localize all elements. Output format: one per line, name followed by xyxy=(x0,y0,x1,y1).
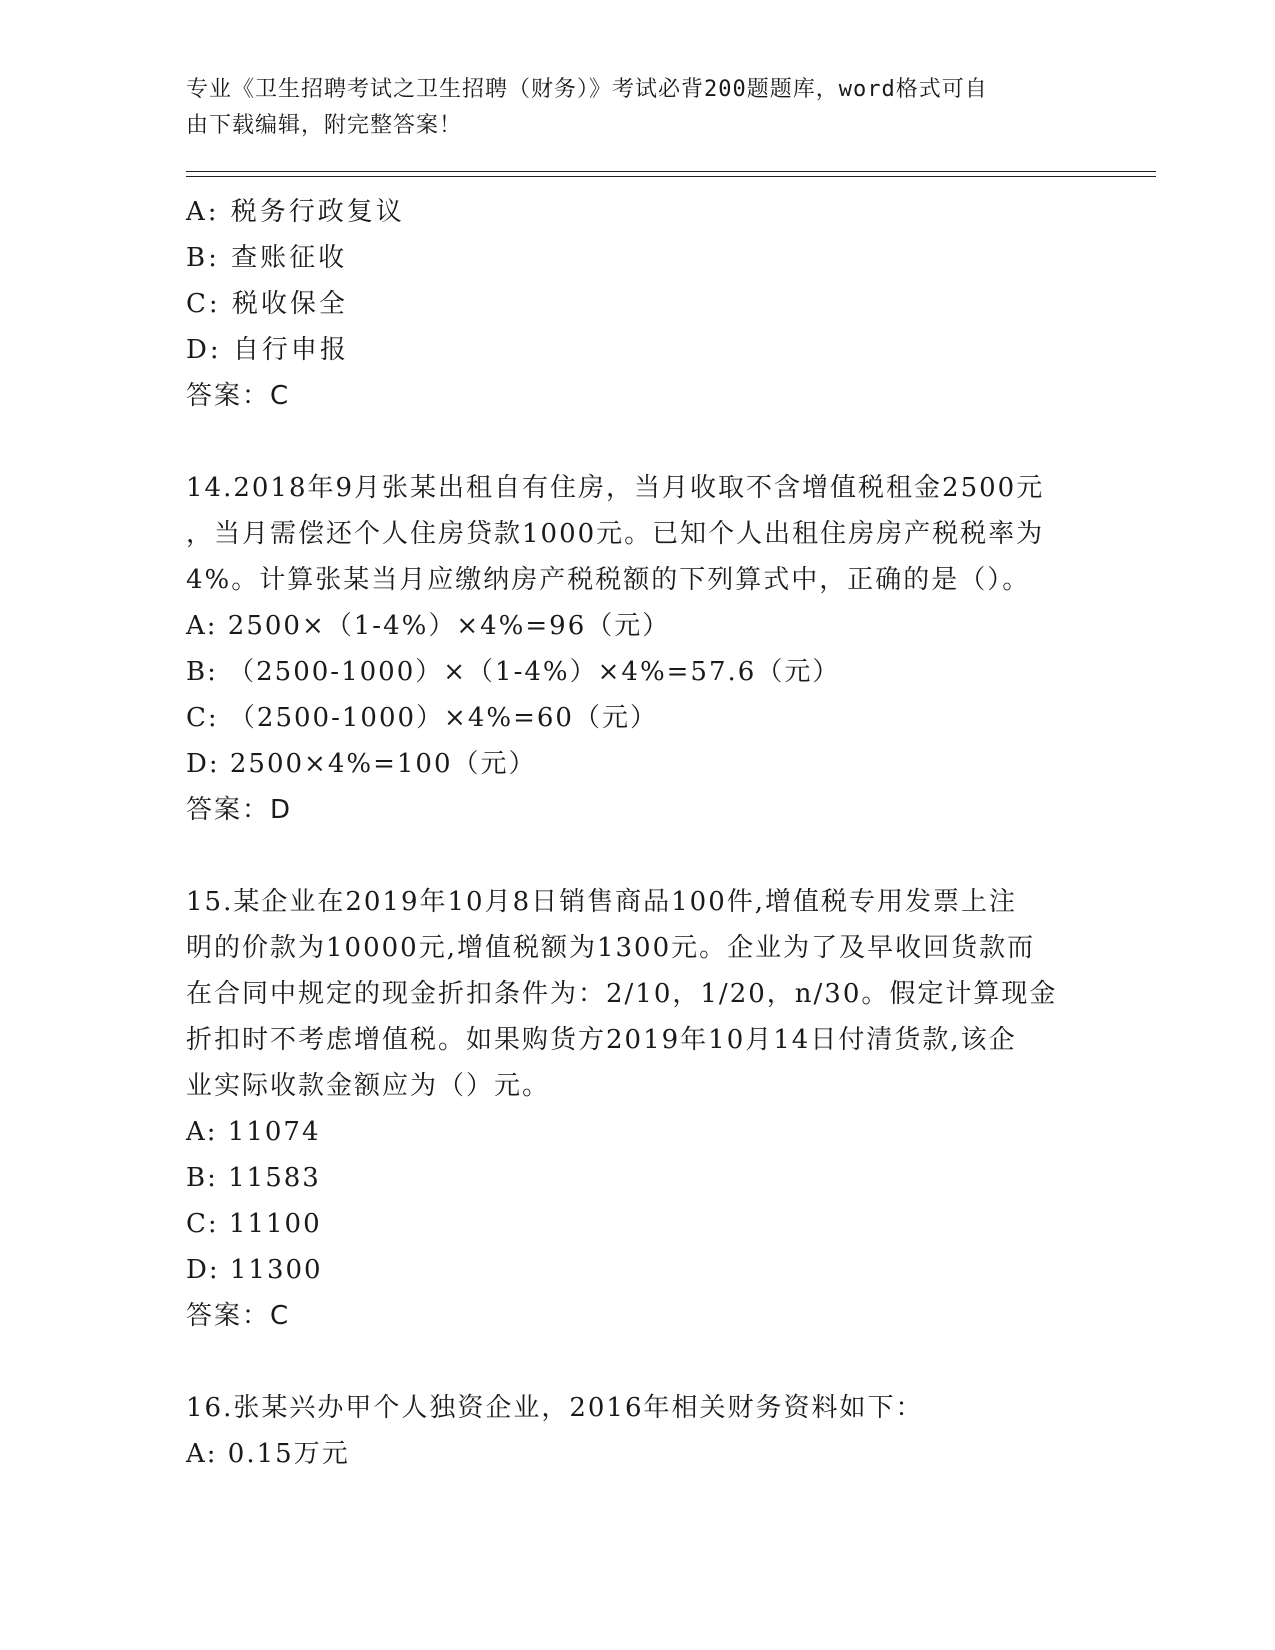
header-divider-bottom xyxy=(186,176,1156,177)
option-c: C: 11100 xyxy=(186,1209,322,1239)
question-content xyxy=(186,189,1086,1477)
question-text-line: 15.某企业在2019年10月8日销售商品100件,增值税专用发票上注 xyxy=(186,887,1018,917)
question-text-line: 14.2018年9月张某出租自有住房，当月收取不含增值税租金2500元 xyxy=(186,473,1045,503)
option-c: C: （2500-1000）×4%=60（元） xyxy=(186,703,658,733)
option-a: A: 2500×（1-4%）×4%=96（元） xyxy=(186,611,671,641)
question-text-line: 在合同中规定的现金折扣条件为：2/10，1/20，n/30。假定计算现金 xyxy=(186,979,1058,1009)
option-c: C: 税收保全 xyxy=(186,289,348,319)
question-block-13 xyxy=(186,189,1086,419)
option-d: D: 自行申报 xyxy=(186,335,349,365)
document-header xyxy=(186,72,1086,144)
spacer xyxy=(186,833,1086,879)
option-b: B: 查账征收 xyxy=(186,243,348,273)
spacer xyxy=(186,419,1086,465)
spacer xyxy=(186,1339,1086,1385)
question-text-line: 业实际收款金额应为（）元。 xyxy=(186,1071,551,1101)
header-divider-top xyxy=(186,171,1156,172)
option-b: B: 11583 xyxy=(186,1163,321,1193)
question-text-line: 16.张某兴办甲个人独资企业，2016年相关财务资料如下： xyxy=(186,1393,924,1423)
question-text-line: ，当月需偿还个人住房贷款1000元。已知个人出租住房房产税税率为 xyxy=(186,519,1045,549)
question-block-15 xyxy=(186,879,1086,1339)
question-text-line: 明的价款为10000元,增值税额为1300元。企业为了及早收回货款而 xyxy=(186,933,1036,963)
answer-line: 答案：C xyxy=(186,1301,291,1331)
option-b: B: （2500-1000）×（1-4%）×4%=57.6（元） xyxy=(186,657,841,687)
question-block-16 xyxy=(186,1385,1086,1477)
question-block-14 xyxy=(186,465,1086,833)
question-text-line: 4%。计算张某当月应缴纳房产税税额的下列算式中，正确的是（）。 xyxy=(186,565,1031,595)
option-a: A: 税务行政复议 xyxy=(186,197,405,227)
option-d: D: 11300 xyxy=(186,1255,323,1285)
answer-line: 答案：C xyxy=(186,381,291,411)
option-d: D: 2500×4%=100（元） xyxy=(186,749,537,779)
option-a: A: 11074 xyxy=(186,1117,321,1147)
header-line-1: 专业《卫生招聘考试之卫生招聘（财务）》考试必背200题题库，word格式可自 xyxy=(186,77,988,102)
answer-line: 答案：D xyxy=(186,795,293,825)
option-a: A: 0.15万元 xyxy=(186,1439,350,1469)
question-text-line: 折扣时不考虑增值税。如果购货方2019年10月14日付清货款,该企 xyxy=(186,1025,1017,1055)
header-line-2: 由下载编辑，附完整答案！ xyxy=(186,113,463,138)
